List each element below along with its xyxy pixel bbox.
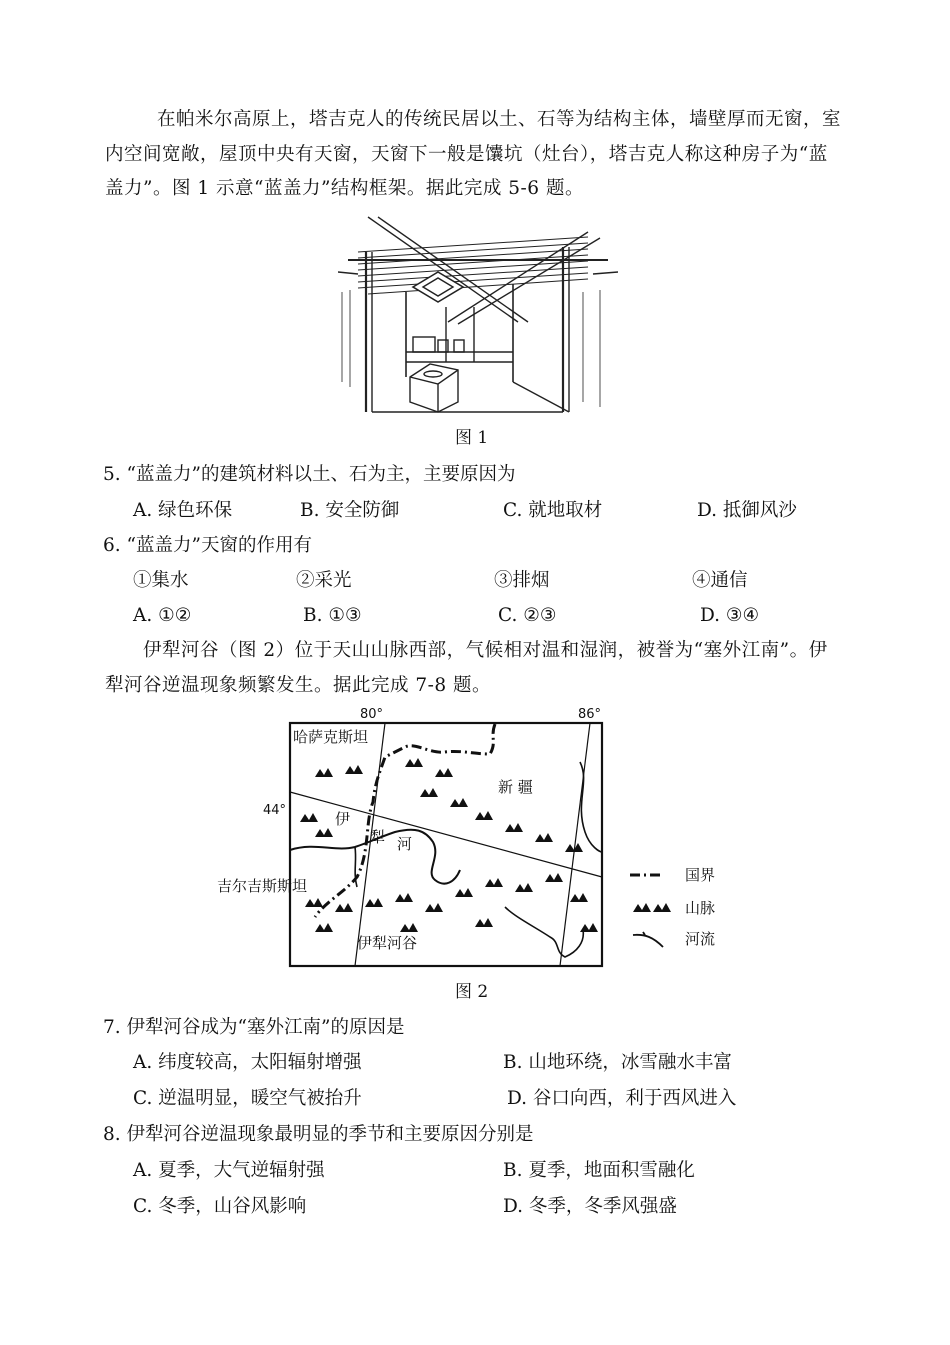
- legend-river-symbol: [633, 932, 663, 947]
- map-latitude-44: 44°: [263, 803, 287, 818]
- figure-1-house-frame: [338, 212, 618, 422]
- question-5-option-b: B. 安全防御: [300, 500, 400, 521]
- question-8-option-d: D. 冬季，冬季风强盛: [503, 1196, 677, 1217]
- question-7-option-d: D. 谷口向西，利于西风进入: [507, 1088, 737, 1109]
- map-river-tributary: [355, 847, 357, 887]
- legend-mountain-symbol: [633, 903, 671, 912]
- question-8-option-b: B. 夏季，地面积雪融化: [503, 1160, 695, 1181]
- question-8-option-c: C. 冬季，山谷风影响: [133, 1196, 307, 1217]
- question-5-stem: 5. “蓝盖力”的建筑材料以土、石为主，主要原因为: [103, 464, 516, 485]
- question-6-item-3: ③排烟: [494, 570, 550, 591]
- question-8-option-a: A. 夏季，大气逆辐射强: [133, 1160, 325, 1181]
- question-5-option-a: A. 绿色环保: [133, 500, 233, 521]
- figure-2-ili-map: [205, 702, 745, 972]
- question-6-option-b: B. ①③: [303, 605, 362, 626]
- map-label-kyrgyzstan: 吉尔吉斯斯坦: [217, 877, 308, 895]
- question-6-option-a: A. ①②: [133, 605, 192, 626]
- intro-paragraph-2: 伊犁河谷（图 2）位于天山山脉西部，气候相对温和湿润，被誉为“塞外江南”。伊犁河谷逆温现象频繁发生。据此完成 7-8 题。: [105, 640, 828, 696]
- question-5-option-d: D. 抵御风沙: [697, 500, 797, 521]
- figure-1-caption: 图 1: [455, 428, 489, 448]
- question-6-option-d: D. ③④: [700, 605, 760, 626]
- question-7-option-a: A. 纬度较高，太阳辐射增强: [133, 1052, 362, 1073]
- question-8-stem: 8. 伊犁河谷逆温现象最明显的季节和主要原因分别是: [103, 1124, 534, 1145]
- question-6-item-2: ②采光: [296, 570, 352, 591]
- map-river-east: [580, 762, 602, 852]
- map-label-river-2: 犁: [370, 828, 386, 846]
- legend-border-label: 国界: [685, 866, 716, 884]
- map-longitude-80: 80°: [360, 707, 384, 722]
- question-6-stem: 6. “蓝盖力”天窗的作用有: [103, 535, 312, 556]
- legend-mountain-label: 山脉: [685, 899, 716, 917]
- map-label-river-1: 伊: [335, 810, 351, 828]
- question-6-option-c: C. ②③: [498, 605, 557, 626]
- question-7-stem: 7. 伊犁河谷成为“塞外江南”的原因是: [103, 1017, 405, 1038]
- question-5-option-c: C. 就地取材: [503, 500, 603, 521]
- map-longitude-86: 86°: [578, 707, 602, 722]
- map-label-ili-valley: 伊犁河谷: [357, 934, 418, 952]
- question-7-option-c: C. 逆温明显，暖空气被抬升: [133, 1088, 362, 1109]
- map-frame: [290, 723, 602, 966]
- map-label-xinjiang: 新 疆: [498, 778, 533, 796]
- question-7-option-b: B. 山地环绕，冰雪融水丰富: [503, 1052, 732, 1073]
- legend-river-label: 河流: [685, 930, 716, 948]
- question-6-item-1: ①集水: [133, 570, 189, 591]
- map-parallel-44: [290, 792, 602, 877]
- map-label-river-3: 河: [397, 835, 413, 853]
- figure-2-caption: 图 2: [455, 982, 489, 1002]
- question-6-item-4: ④通信: [692, 570, 748, 591]
- map-label-kazakhstan: 哈萨克斯坦: [293, 728, 369, 746]
- intro-paragraph-1: 在帕米尔高原上，塔吉克人的传统民居以土、石等为结构主体，墙壁厚而无窗，室内空间宽敞，屋顶中央有天窗，天窗下一般是馕坑（灶台），塔吉克人称这种房子为“蓝盖力”。图 1 示意“蓝盖力”结构框架。据此完成 5-6 题。: [105, 109, 842, 199]
- map-lake-shore: [505, 907, 583, 957]
- map-mountain-symbols: [300, 758, 598, 932]
